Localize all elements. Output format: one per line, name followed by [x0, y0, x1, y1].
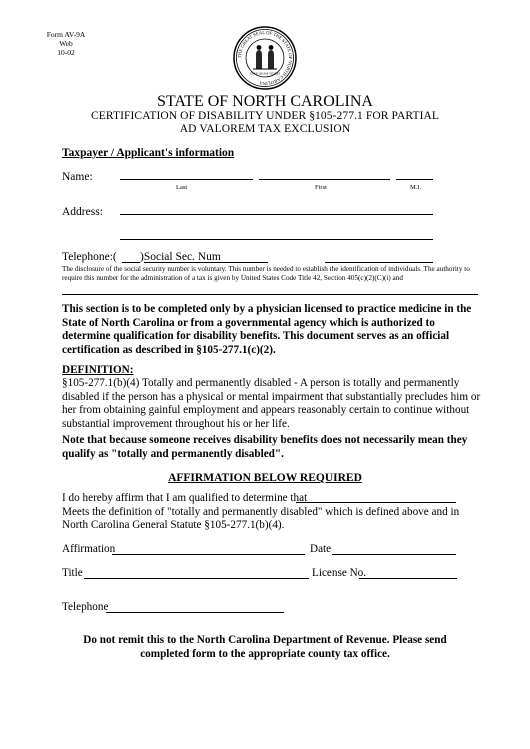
telephone-label: Telephone:( [62, 251, 117, 263]
physician-telephone-field[interactable] [106, 612, 284, 613]
affirmation-text [62, 492, 482, 533]
physician-instructions: This section is to be completed only by a physician licensed to practice medicine in the State of North Carolina or from a governmental agency which is authorized to determine qualification for disability benefits. This document serves as an official certification as described in §105-277.1(c)(2). [62, 303, 472, 356]
address-line-1-field[interactable] [120, 214, 433, 215]
ssn-disclosure-text: The disclosure of the social security number is voluntary. This number is needed to establish the identification of individuals. The authority to require this number for the administration of a tax is given by United States Code Title 42, Section 405(c)(2)(C)(i) and [62, 265, 470, 282]
subtitle-line-1: CERTIFICATION OF DISABILITY UNDER §105-277.1 FOR PARTIAL [90, 110, 440, 122]
form-number: Form AV-9A [46, 30, 86, 39]
svg-text:ESSE QUAM VIDERI: ESSE QUAM VIDERI [250, 71, 280, 76]
name-label: Name: [62, 171, 93, 183]
definition-heading: DEFINITION: [62, 364, 134, 376]
applicant-name-field[interactable] [296, 502, 456, 503]
taxpayer-section-heading: Taxpayer / Applicant's information [62, 147, 235, 159]
first-caption: First [315, 184, 327, 191]
phone-number-field[interactable] [144, 262, 268, 263]
affirmation-line-1: I do hereby affirm that I am qualified to determine that [62, 492, 308, 504]
last-caption: Last [176, 184, 188, 191]
document-subtitle [0, 110, 530, 136]
section-divider [62, 294, 478, 295]
area-code-field[interactable] [122, 262, 140, 263]
affirmation-line-2: Meets the definition of "totally and permanently disabled" which is defined above and in North Carolina General Statute §105-277.1(b)(4). [62, 505, 460, 531]
last-name-field[interactable] [120, 179, 253, 180]
form-identifier [46, 30, 86, 57]
title-label: Title [62, 567, 83, 579]
address-line-2-field[interactable] [120, 239, 433, 240]
svg-text:THE GREAT SEAL OF THE STATE OF: THE GREAT SEAL OF THE STATE OF NORTH CAROLINA [236, 29, 294, 87]
form-channel: Web [59, 39, 73, 48]
footer-text: Do not remit this to the North Carolina Department of Revenue. Please send completed form to the appropriate county tax office. [83, 634, 447, 660]
disability-note: Note that because someone receives disability benefits does not necessarily mean they qualify as "totally and permanently disabled". [62, 434, 468, 460]
subtitle-line-2: AD VALOREM TAX EXCLUSION [179, 123, 351, 135]
address-label: Address: [62, 206, 103, 218]
form-revision: 10-02 [57, 48, 75, 57]
title-field[interactable] [84, 578, 309, 579]
definition-text: §105-277.1(b)(4) Totally and permanently disabled - A person is totally and permanently disabled if the person has a physical or mental impairment that substantially precludes him or her from obtaining gainful employment and appears reasonably certain to continue without substantial improvement throughout his or her life. [62, 377, 481, 430]
first-name-field[interactable] [259, 179, 390, 180]
affirmation-signature-field[interactable] [112, 554, 305, 555]
affirmation-label: Affirmation [62, 543, 116, 555]
middle-initial-field[interactable] [396, 179, 433, 180]
ssn-field[interactable] [325, 262, 433, 263]
state-seal-logo [232, 25, 298, 91]
license-label: License No. [312, 567, 367, 579]
mi-caption: M.I. [410, 184, 422, 191]
license-number-field[interactable] [359, 578, 457, 579]
affirmation-heading: AFFIRMATION BELOW REQUIRED [168, 472, 362, 484]
document-title: STATE OF NORTH CAROLINA [157, 93, 373, 110]
date-field[interactable] [332, 554, 456, 555]
ssn-label: )Social Sec. Num [140, 251, 221, 263]
footer-instructions [0, 633, 530, 661]
date-label: Date [310, 543, 332, 555]
physician-telephone-label: Telephone [62, 601, 109, 613]
